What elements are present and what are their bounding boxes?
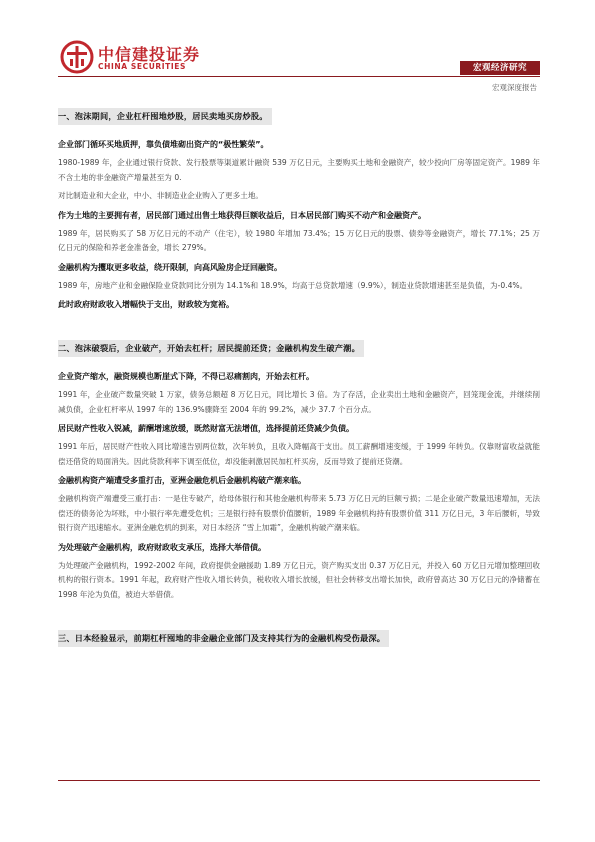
key-point-heading: 金融机构为攫取更多收益，绕开限制，向高风险房企迂回融资。 [58,262,282,272]
key-point-heading: 作为土地的主要拥有者，居民部门通过出售土地获得巨额收益后，日本居民部门购买不动产和金融资产。 [58,210,426,220]
key-point-heading: 此时政府财政收入增幅快于支出，财政较为宽裕。 [58,300,234,309]
key-point-heading: 为处理破产金融机构，政府财政收支承压，选择大举借债。 [58,542,266,552]
body-paragraph: 1980-1989 年，企业通过银行贷款、发行股票等渠道累计融资 539 万亿日元，主要购买土地和金融资产，较少投向厂房等固定资产。1989 年不含土地的非金融资产增量甚至为 0. [58,158,540,182]
key-point-heading: 金融机构资产端遭受多重打击，亚洲金融危机后金融机构破产潮来临。 [58,476,306,485]
citic-logo-icon [60,40,94,74]
logo-chinese-name: 中信建投证券 [98,45,201,64]
report-section [58,316,540,602]
report-section [58,102,540,310]
body-paragraph: 金融机构资产端遭受三重打击：一是住专破产，给母体银行和其他金融机构带来 5.73 万亿日元的巨额亏损；二是企业破产数量迅速增加，无法偿还的债务沦为坏账，中小银行率先遭受危机；三是银行持有股票价值腰斩，1989 年金融机构持有股票价值 311 万亿日元，3 年后腰斩，导致银行资产迅速缩水。亚洲金融危机的到来，对日本经济 “雪上加霜”，金融机构破产潮来临。 [58,494,540,532]
report-section [58,606,540,655]
section-heading: 三、日本经验显示，前期杠杆囤地的非金融企业部门及支持其行为的金融机构受伤最深。 [58,630,389,647]
body-paragraph: 1991 年后，居民财产性收入同比增速告别两位数，次年转负，且收入降幅高于支出。员工薪酬增速变缓，于 1999 年转负。仅靠财富收益就能偿还借贷的局面消失。因此贷款利率下调至低位，却没能刺激居民加杠杆买房，反而导致了提前还贷潮。 [58,442,540,466]
section-heading: 一、泡沫期间，企业杠杆囤地炒股，居民卖地买房炒股。 [58,108,272,125]
research-category-badge: 宏观经济研究 [460,61,540,75]
section-spacer [58,606,540,624]
section-spacer [58,316,540,334]
footer-divider [58,780,540,781]
body-paragraph: 对比制造业和大企业，中小、非制造业企业购入了更多土地。 [58,191,264,200]
key-point-heading: 企业部门循环买地质押，靠负债堆砌出资产的“极性繁荣”。 [58,140,269,149]
logo-english-name: CHINA SECURITIES [98,62,186,71]
page-header [0,0,595,100]
report-type-label: 宏观深度报告 [492,83,537,92]
body-paragraph: 为处理破产金融机构，1992-2002 年间，政府提供金融援助 1.89 万亿日元，资产购买支出 0.37 万亿日元，并投入 60 万亿日元增加整理回收机构的银行资本。1991 年起，政府财产性收入增长转负，税收收入增长放缓，但社会转移支出增长加快，政府曾高达 30 万亿日元的净储蓄在 1998 年沦为负值，被迫大举借债。 [58,560,540,599]
key-point-heading: 居民财产性收入锐减，薪酬增速放缓，既然财富无法增值，选择提前还贷减少负债。 [58,424,354,433]
body-paragraph: 1989 年，房地产业和金融保险业贷款同比分别为 14.1%和 18.9%，均高于总贷款增速（9.9%），制造业贷款增速甚至是负值，为-0.4%。 [58,280,528,290]
report-body [58,102,540,655]
company-logo [60,38,201,78]
body-paragraph: 1991 年，企业破产数量突破 1 万家，债务总额超 8 万亿日元，同比增长 3 倍。为了存活，企业卖出土地和金融资产，回笼现金流，并继续削减负债，企业杠杆率从 1997 年的 136.9%骤降至 2004 年的 99.2%，减少 37.7 个百分点。 [58,390,540,414]
section-heading: 二、泡沫破裂后，企业破产，开始去杠杆；居民提前还贷；金融机构发生破产潮。 [58,340,364,357]
header-divider [58,76,540,77]
key-point-heading: 企业资产缩水，融资规模也断崖式下降，不得已忍痛割肉，开始去杠杆。 [58,372,314,381]
body-paragraph: 1989 年，居民购买了 58 万亿日元的不动产（住宅），较 1980 年增加 73.4%；15 万亿日元的股票、债券等金融资产，增长 77.1%；25 万亿日元的保险和养老金准备金，增长 279%。 [58,228,540,252]
